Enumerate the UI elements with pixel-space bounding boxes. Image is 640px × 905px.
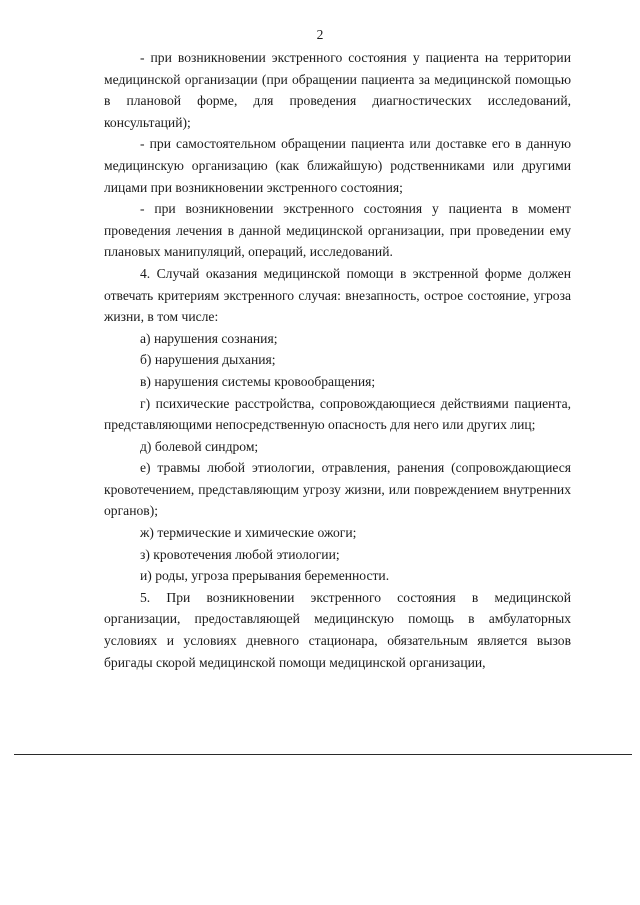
list-item-b: б) нарушения дыхания; [140,352,276,368]
paragraph-ambulance-call: 5. При возникновении экстренного состояния в медицинской организации, предоставляющей медицинскую помощь в амбулаторных условиях и условиях дневного стационара, обязательным является вызов бригады скорой медицинской помощи медицинской организации, [104,589,571,670]
list-item-e: е) травмы любой этиологии, отравления, ранения (сопровождающиеся кровотечением, представляющим угрозу жизни, или повреждением внутренних органов); [104,460,571,519]
paragraph-emergency-on-premises: - при возникновении экстренного состояния у пациента на территории медицинской организации (при обращении пациента за медицинской помощью в плановой форме, для проведения диагностических исследований, консультаций); [104,50,571,130]
list-item-d: д) болевой синдром; [140,438,259,454]
document-body [104,47,571,673]
list-item-zh: ж) термические и химические ожоги; [140,525,357,541]
paragraph-during-treatment: - при возникновении экстренного состояния у пациента в момент проведения лечения в данной медицинской организации, при проведении ему плановых манипуляций, операций, исследований. [104,201,571,260]
page-number: 2 [316,27,324,42]
list-item-i: и) роды, угроза прерывания беременности. [140,568,390,584]
list-item-g: г) психические расстройства, сопровождающиеся действиями пациента, представляющими непосредственную опасность для него или других лиц; [104,395,571,433]
list-item-z: з) кровотечения любой этиологии; [140,546,340,562]
list-item-a: а) нарушения сознания; [140,330,278,346]
list-item-v: в) нарушения системы кровообращения; [140,373,376,389]
paragraph-self-referral: - при самостоятельном обращении пациента или доставке его в данную медицинскую организацию (как ближайшую) родственниками или другими лицами при возникновении экстренного состояния; [104,136,571,195]
page-divider-line [14,754,632,755]
paragraph-criteria: 4. Случай оказания медицинской помощи в экстренной форме должен отвечать критериям экстренного случая: внезапность, острое состояние, угроза жизни, в том числе: [104,265,571,325]
